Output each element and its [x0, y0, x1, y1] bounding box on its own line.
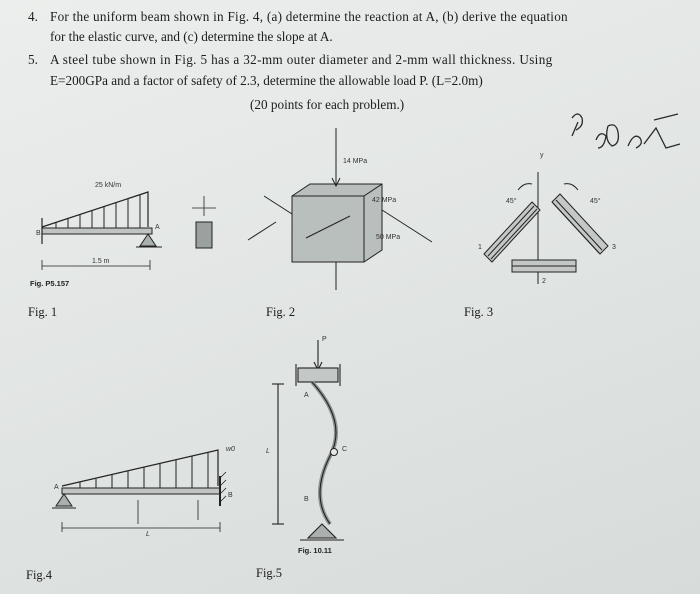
fig2-stress-right: 42 MPa: [372, 197, 397, 204]
problem-5-line-2: E=200GPa and a factor of safety of 2.3, determine the allowable load P. (L=2.0m): [50, 73, 483, 88]
fig5-point-c: C: [342, 446, 348, 453]
fig5-point-a: A: [304, 392, 309, 399]
fig2-stress-top: 14 MPa: [343, 158, 368, 165]
fig4-support-a: A: [54, 484, 59, 491]
fig1-ref: Fig. P5.157: [30, 279, 70, 288]
fig5-ref: Fig. 10.11: [298, 546, 332, 555]
fig5-point-b: B: [304, 496, 309, 503]
fig5-length: L: [266, 448, 270, 455]
points-note: (20 points for each problem.): [250, 97, 405, 112]
fig3-member-3: 3: [612, 244, 616, 251]
problem-4-line-1: For the uniform beam shown in Fig. 4, (a) determine the reaction at A, (b) derive the equation: [50, 9, 568, 24]
fig3-label: Fig. 3: [464, 305, 494, 319]
fig1-span: 1.5 m: [92, 258, 110, 265]
fig2-stress-side: 50 MPa: [376, 234, 401, 241]
fig5-label: Fig.5: [256, 566, 283, 580]
problem-5-number: 5.: [28, 52, 38, 67]
problem-5-line-1: A steel tube shown in Fig. 5 has a 32-mm outer diameter and 2-mm wall thickness. Using: [50, 52, 553, 67]
problem-4-line-2: for the elastic curve, and (c) determine the slope at A.: [50, 29, 333, 44]
fig3-axis-y: y: [540, 152, 544, 159]
fig2-label: Fig. 2: [266, 305, 296, 319]
fig1-label: Fig. 1: [28, 305, 58, 319]
fig3-angle-left: 45°: [506, 198, 517, 205]
fig1-load-label: 25 kN/m: [95, 182, 122, 189]
fig4-length: L: [146, 531, 150, 538]
fig1-support-a: A: [155, 224, 160, 231]
fig3-angle-right: 45°: [590, 198, 601, 205]
fig4-load-label: w0: [226, 446, 235, 453]
fig3-member-2: 2: [542, 278, 546, 285]
fig5-load-label: P: [322, 336, 327, 343]
fig4-label: Fig.4: [26, 568, 53, 582]
fig1-support-b: B: [36, 230, 41, 237]
fig3-member-1: 1: [478, 244, 482, 251]
fig4-support-b: B: [228, 492, 233, 499]
problem-4-number: 4.: [28, 9, 38, 24]
